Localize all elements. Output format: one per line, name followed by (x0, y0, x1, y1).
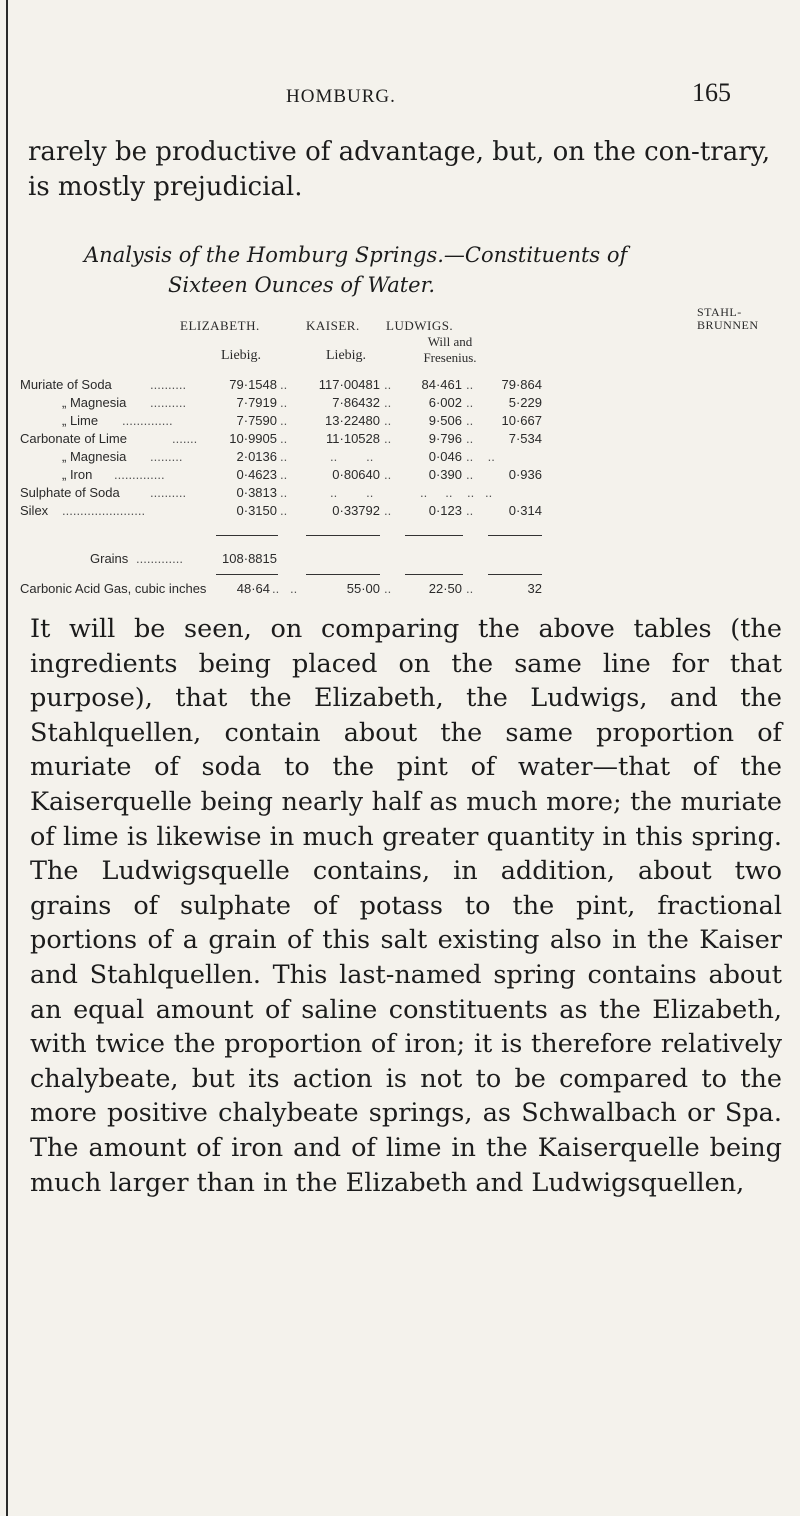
leader-dots: .. .. .. .. (420, 485, 493, 500)
cell-value: 10·667 (501, 413, 542, 428)
leader-dots: .. (290, 581, 298, 596)
leader-dots: .. (280, 413, 288, 428)
intro-text: rarely be productive of advantage, but, on the con-trary, is mostly prejudicial. (28, 137, 771, 202)
total-rule (488, 574, 542, 575)
sum-rule (216, 535, 278, 536)
cell-value: 10·9905 (229, 431, 277, 446)
page-number: 165 (692, 78, 731, 107)
cell-value: 0·80640 (332, 467, 380, 482)
leader-dots: .. (384, 581, 392, 596)
leader-dots: .............. (114, 467, 165, 482)
leader-dots: .. (280, 503, 288, 518)
leader-dots: .. (466, 467, 474, 482)
total-rule (306, 574, 380, 575)
leader-dots: .. (466, 395, 474, 410)
cell-value: 117·00481 (318, 377, 380, 392)
authority-kaiser: Liebig. (326, 348, 367, 363)
cell-value: 7·534 (508, 431, 542, 446)
row-label: Muriate of Soda (20, 377, 112, 392)
col-head-kaiser: KAISER. (306, 318, 360, 333)
col-head-stahlbrunnen: STAHL-BRUNNEN (697, 305, 759, 332)
leader-dots: .. (384, 377, 392, 392)
row-label: „ Magnesia (62, 395, 127, 410)
leader-dots: .. (466, 413, 474, 428)
total-rule (216, 574, 278, 575)
leader-dots: .......... (150, 377, 187, 392)
leader-dots: .. (384, 395, 392, 410)
cell-value: 0·046 (428, 449, 462, 464)
gas-value: 32 (527, 581, 542, 596)
leader-dots: .............. (122, 413, 173, 428)
sum-rule (306, 535, 380, 536)
body-paragraph (30, 612, 782, 1200)
cell-value: 2·0136 (236, 449, 277, 464)
sum-rule (405, 535, 463, 536)
gas-label: Carbonic Acid Gas, cubic inches (20, 581, 207, 596)
leader-dots: ......... (150, 449, 183, 464)
authority-ludwigs: Will and Fresenius. (423, 334, 477, 365)
cell-value: 0·33792 (332, 503, 380, 518)
col-head-elizabeth: ELIZABETH. (180, 318, 260, 333)
leader-dots: .. (280, 431, 288, 446)
leader-dots: .. (280, 449, 288, 464)
cell-value: 11·10528 (326, 431, 380, 446)
leader-dots: ....................... (62, 503, 146, 518)
cell-value: 0·314 (508, 503, 542, 518)
leader-dots: .. (466, 503, 474, 518)
cell-value: 6·002 (428, 395, 462, 410)
leader-dots: .. (384, 431, 392, 446)
leader-dots: .. (280, 467, 288, 482)
cell-value: 5·229 (508, 395, 542, 410)
leader-dots: .......... (150, 395, 187, 410)
cell-value: 0·123 (428, 503, 462, 518)
leader-dots: ............. (136, 551, 183, 566)
cell-value: 7·86432 (332, 395, 380, 410)
leader-dots: .. (466, 581, 474, 596)
caption-line-2: Sixteen Ounces of Water. (168, 273, 435, 297)
leader-dots: .. (384, 413, 392, 428)
total-label: Grains (90, 551, 129, 566)
cell-value: 0·3150 (236, 503, 277, 518)
row-label: „ Lime (62, 413, 99, 428)
row-label: Silex (20, 503, 49, 518)
gas-value: 48·64 (236, 581, 270, 596)
leader-dots: .. (280, 395, 288, 410)
col-head-ludwigs: LUDWIGS. (386, 318, 454, 333)
row-label: Sulphate of Soda (20, 485, 120, 500)
row-label: „ Magnesia (62, 449, 127, 464)
leader-dots: .. .. (466, 449, 495, 464)
leader-dots: .. (384, 467, 392, 482)
running-head: HOMBURG. (286, 86, 396, 107)
cell-value: 79·1548 (229, 377, 277, 392)
gas-value: 55·00 (346, 581, 380, 596)
leader-dots: .. (466, 431, 474, 446)
caption-line-1: Analysis of the Homburg Springs.—Constituents of (84, 243, 628, 267)
cell-value: 0·3813 (236, 485, 277, 500)
cell-value: 13·22480 (325, 413, 380, 428)
leader-dots: .. (384, 503, 392, 518)
leader-dots: .. .. (330, 485, 374, 500)
total-rule (405, 574, 463, 575)
leader-dots: .. (466, 377, 474, 392)
leader-dots: .. .. (330, 449, 374, 464)
leader-dots: ....... (172, 431, 198, 446)
authority-elizabeth: Liebig. (221, 348, 262, 363)
total-value: 108·8815 (222, 551, 277, 566)
leader-dots: .. (272, 581, 280, 596)
cell-value: 0·390 (428, 467, 462, 482)
cell-value: 84·461 (421, 377, 462, 392)
cell-value: 0·4623 (236, 467, 277, 482)
sum-rule (488, 535, 542, 536)
leader-dots: .. (280, 485, 288, 500)
cell-value: 9·506 (428, 413, 462, 428)
cell-value: 0·936 (508, 467, 542, 482)
cell-value: 7·7919 (236, 395, 277, 410)
cell-value: 9·796 (428, 431, 462, 446)
leader-dots: .......... (150, 485, 187, 500)
leader-dots: .. (280, 377, 288, 392)
gas-value: 22·50 (428, 581, 462, 596)
row-label: Carbonate of Lime (20, 431, 127, 446)
cell-value: 7·7590 (236, 413, 277, 428)
cell-value: 79·864 (501, 377, 542, 392)
row-label: „ Iron (62, 467, 93, 482)
paragraph-text: It will be seen, on comparing the above tables (the ingredients being placed on the same line for that purpose), that the Elizabeth, the Ludwigs, and the Stahlquellen, contain about the same proportion of muriate of soda to the pint of water—that of the Kaiserquelle being nearly half as much more; the muriate of lime is likewise in much greater quantity in this spring. The Ludwigsquelle contains, in addition, about two grains of sulphate of potass to the pint, fractional portions of a grain of this salt existing also in the Kaiser and Stahlquellen. This last-named spring contains about an equal amount of saline constituents as the Elizabeth, with twice the proportion of iron; it is therefore relatively chalybeate, but its action is not to be compared to the more positive chalybeate springs, as Schwalbach or Spa. The amount of iron and of lime in the Kaiserquelle being much larger than in the Elizabeth and Ludwigsquellen, (30, 614, 782, 1198)
